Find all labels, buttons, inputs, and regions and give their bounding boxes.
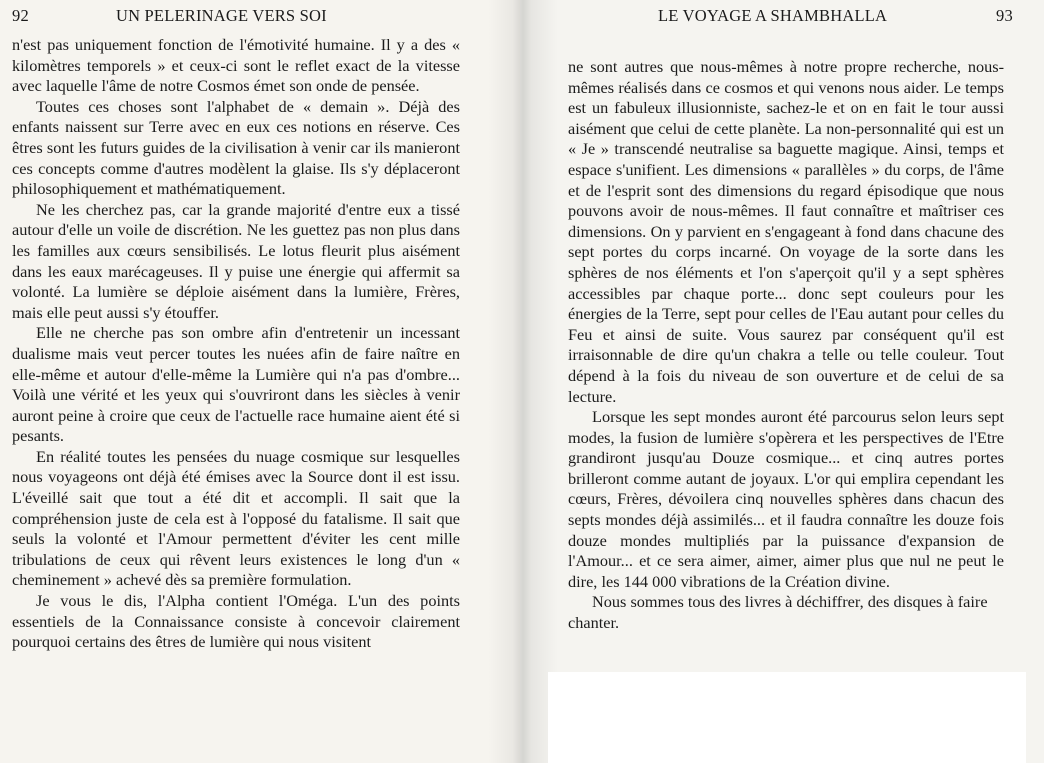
paragraph: Toutes ces choses sont l'alphabet de « demain ». Déjà des enfants naissent sur Terre avec en eux ces notions en réserve. Ces êtres sont les futurs guides de la civilisation à venir car ils manieront ces concepts comme d'autres modèlent la glaise. Ils s'y déplaceront philosophiquement et mathématiquement. bbox=[12, 96, 460, 199]
right-page-number: 93 bbox=[996, 6, 1013, 25]
paragraph: Ne les cherchez pas, car la grande majorité d'entre eux a tissé autour d'elle un voile de discrétion. Ne les guettez pas non plus dans les familles aux cœurs sensibilisés. Le lotus fleurit plus aisément dans les eaux marécageuses. Il y puise une énergie qui affermit sa volonté. La lumière se déploie aisément dans la lumière, Frères, mais elle peut aussi s'y étouffer. bbox=[12, 199, 460, 322]
paragraph: Nous sommes tous des livres à déchiffrer, des disques à faire chanter. bbox=[568, 592, 988, 633]
blank-page-area bbox=[548, 672, 1026, 763]
paragraph: Elle ne cherche pas son ombre afin d'entretenir un incessant dualisme mais veut percer toutes les nuées afin de faire naître en elle-même et autour d'elle-même la Lumière qui n'a pas d'ombre... Voilà une vérité et les yeux qui s'ouvriront dans les siècles à venir auront peine à croire que ceux de l'actuelle race humaine aient été si pesants. bbox=[12, 323, 460, 446]
left-running-head: UN PELERINAGE VERS SOI bbox=[116, 6, 327, 25]
right-page-body bbox=[568, 57, 1004, 634]
paragraph: En réalité toutes les pensées du nuage cosmique sur lesquelles nous voyageons ont déjà été émises avec la Source dont il est issu. L'éveillé sait que tout a été dit et accompli. Il sait que la compréhension juste de cela est à l'opposé du fatalisme. Il sait que seuls la volonté et l'Amour permettent d'éviter les cent mille tribulations de ceux qui rêvent leurs existences le long d'un « cheminement » achevé dès sa première formulation. bbox=[12, 446, 460, 590]
paragraph: ne sont autres que nous-mêmes à notre propre recherche, nous-mêmes réalisés dans ce cosmos et qui venons nous aider. Le temps est un fabuleux illusionniste, sachez-le et on en fait le tour aussi aisément que celui de cette planète. La non-personnalité qui est un « Je » transcendé neutralise sa baguette magique. Ainsi, temps et espace s'unifient. Les dimensions « parallèles » du corps, de l'âme et de l'esprit sont des dimensions du regard épisodique que nous pouvons avoir de nous-mêmes. Il faut connaître et maîtriser ces dimensions. On y parvient en s'engageant à fond dans chacune des sept portes du corps incarné. On voyage de la sorte dans les sphères de nos éléments et l'on s'aperçoit qu'il y a sept sphères accessibles par chaque porte... donc sept couleurs pour les énergies de la Terre, sept pour celles de l'Eau autant pour celles du Feu et ainsi de suite. Vous saurez par conséquent qu'il est irraisonnable de dire qu'un chakra a telle ou telle couleur. Tout dépend à la fois du niveau de son ouverture et de celui de sa lecture. bbox=[568, 57, 1004, 406]
paragraph: Lorsque les sept mondes auront été parcourus selon leurs sept modes, la fusion de lumière s'opèrera et les perspectives de l'Etre grandiront jusqu'au Douze cosmique... et cinq autres portes brilleront comme autant de joyaux. L'or qui emplira cependant les cœurs, Frères, dévoilera cinq nouvelles sphères dans chacun des septs mondes déjà assimilés... et il faudra connaître les douze fois douze mondes multipliés par la puissance d'expansion de l'Amour... et ce sera aimer, aimer, aimer plus que nul ne peut le dire, les 144 000 vibrations de la Création divine. bbox=[568, 407, 1004, 591]
right-running-head: LE VOYAGE A SHAMBHALLA bbox=[658, 6, 888, 25]
paragraph: Je vous le dis, l'Alpha contient l'Oméga. L'un des points essentiels de la Connaissance consiste à concevoir clairement pourquoi certains des êtres de lumière qui nous visitent bbox=[12, 591, 460, 652]
left-page-body bbox=[12, 35, 460, 653]
paragraph: n'est pas uniquement fonction de l'émotivité humaine. Il y a des « kilomètres temporels » et ceux-ci sont le reflet exact de la vitesse avec laquelle l'âme de notre Cosmos émet son onde de pensée. bbox=[12, 35, 460, 96]
left-page-number: 92 bbox=[12, 6, 29, 25]
